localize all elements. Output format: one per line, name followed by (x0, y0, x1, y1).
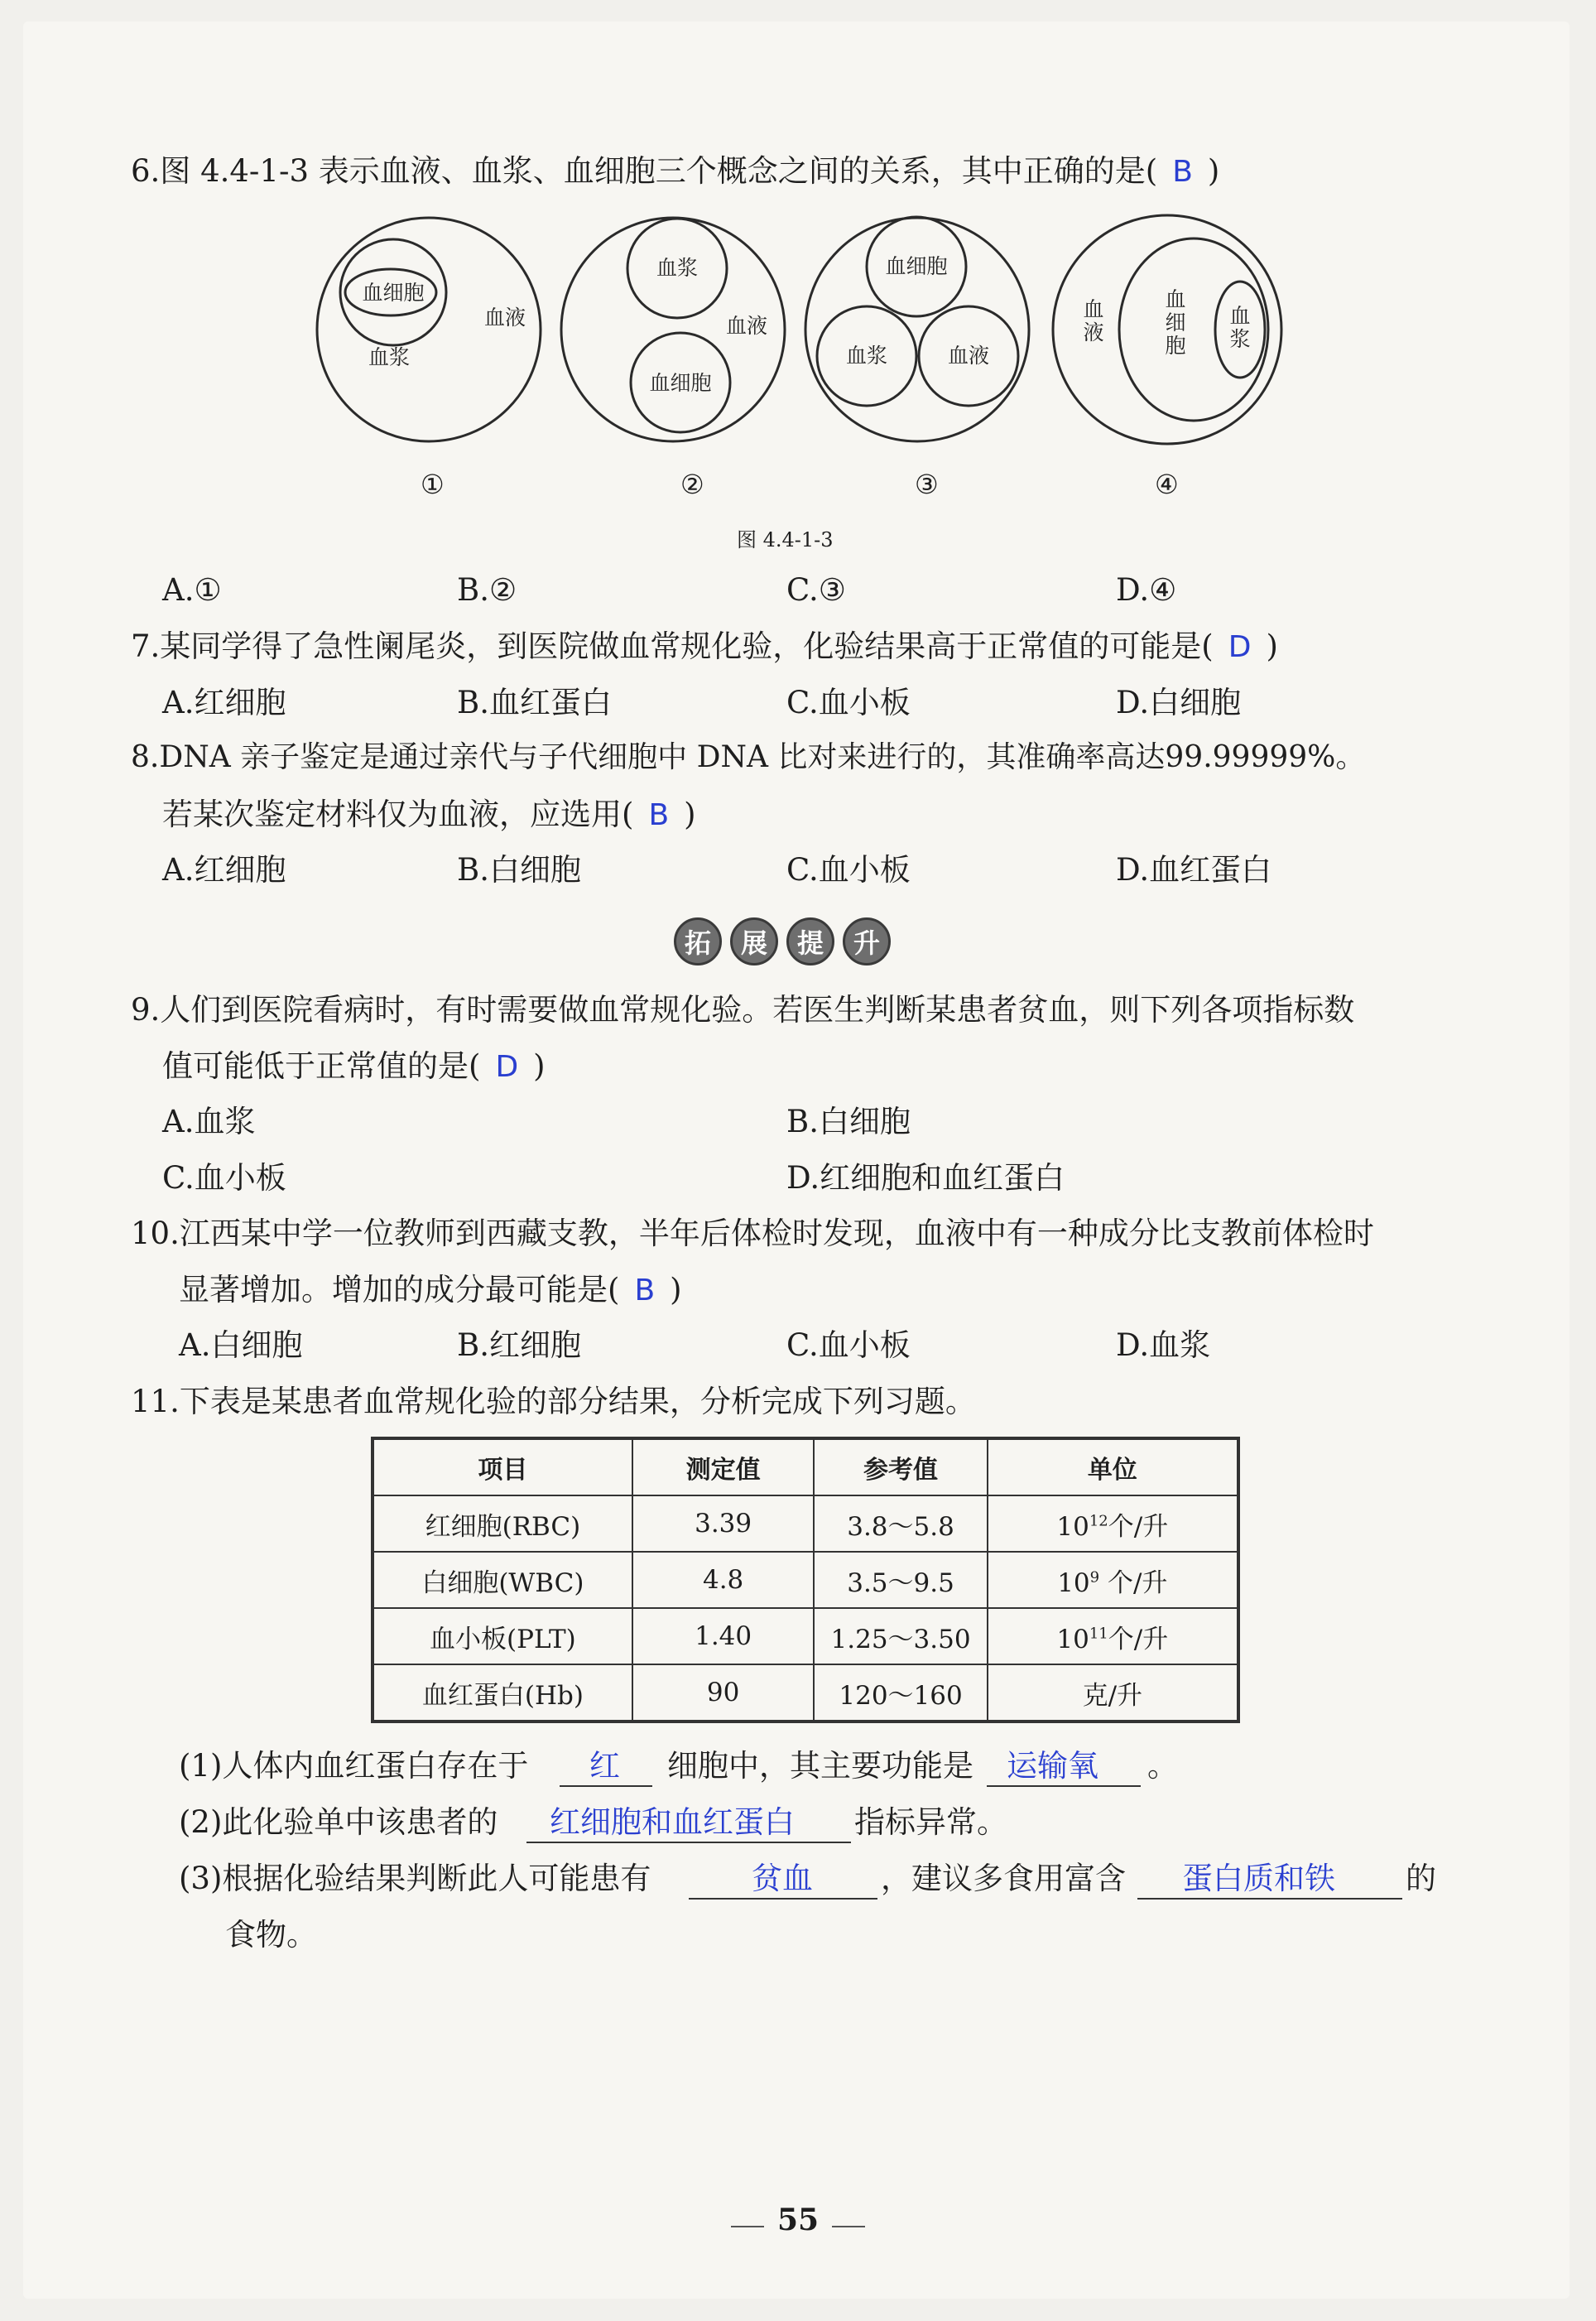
row-item: 红细胞(RBC) (373, 1495, 632, 1552)
unit-base: 10 (1057, 1567, 1090, 1598)
q11-sub1-post: 。 (1147, 1748, 1178, 1784)
q7-option-d: D.白细胞 (1116, 685, 1242, 720)
d3-outer-circle (805, 218, 1029, 441)
q8-answer: B (648, 798, 670, 832)
d1-inner1-label: 血细胞 (362, 281, 425, 305)
q11-sub3-mid: ，建议多食用富含 (881, 1861, 1126, 1896)
q7-option-b: B.血红蛋白 (457, 685, 612, 720)
row-ref: 120～160 (814, 1664, 987, 1721)
q8-option-b: B.白细胞 (457, 852, 581, 888)
q7-option-c: C.血小板 (786, 685, 911, 720)
unit-base: 10 (1056, 1624, 1089, 1654)
q6-close: ) (1207, 153, 1220, 189)
q6-option-b: B.② (457, 572, 517, 608)
q9-answer: D (495, 1050, 519, 1084)
unit-exp: 11 (1089, 1625, 1108, 1643)
q7-stem (131, 628, 1278, 664)
q8-option-c: C.血小板 (786, 852, 911, 888)
table-header-value: 测定值 (632, 1438, 815, 1495)
q11-sub3-line2: 食物。 (225, 1917, 317, 1953)
unit-base: 10 (1056, 1511, 1089, 1542)
q9-option-a: A.血浆 (162, 1104, 256, 1139)
q10-option-d: D.血浆 (1116, 1327, 1211, 1363)
unit-exp: 9 (1089, 1568, 1100, 1587)
unit-rest: 个/升 (1108, 1511, 1169, 1542)
q7-answer: D (1228, 630, 1252, 664)
d2-number: ② (680, 469, 704, 500)
d4-number: ④ (1155, 469, 1179, 500)
q10-answer: B (634, 1274, 656, 1307)
table-row (373, 1664, 1238, 1721)
q11-sub3-blank2-line (1137, 1898, 1402, 1900)
q9-close: ) (533, 1048, 546, 1084)
d2-outer-label: 血液 (725, 314, 768, 338)
d4-inner-label-2: 浆 (1229, 327, 1251, 351)
table-header-item: 项目 (373, 1438, 632, 1495)
q6-answer: B (1172, 155, 1193, 189)
q10-option-c: C.血小板 (786, 1327, 911, 1363)
q11-sub1-blank2-answer: 运输氧 (1007, 1748, 1098, 1784)
q11-sub3-blank1-line (689, 1898, 877, 1900)
q8-stem-line2-text: 若某次鉴定材料仅为血液，应选用( (162, 797, 634, 832)
d4-outer-label-2: 液 (1083, 320, 1104, 344)
q7-stem-text: 7.某同学得了急性阑尾炎，到医院做血常规化验，化验结果高于正常值的可能是( (131, 628, 1214, 664)
row-value: 90 (632, 1664, 815, 1721)
d2-inner2-label: 血细胞 (649, 371, 712, 395)
q8-close: ) (684, 797, 696, 832)
q9-stem-line2-text: 值可能低于正常值的是( (162, 1048, 481, 1084)
section-banner (674, 917, 891, 965)
row-unit (988, 1608, 1238, 1664)
unit-exp: 12 (1089, 1512, 1108, 1530)
q8-stem-line2 (162, 799, 696, 831)
row-value: 3.39 (632, 1495, 815, 1552)
d1-outer-label: 血液 (483, 306, 526, 330)
figure-caption: 图 4.4-1-3 (737, 528, 834, 551)
d2-inner1-label: 血浆 (656, 256, 699, 280)
q8-stem-line1: 8.DNA 亲子鉴定是通过亲代与子代细胞中 DNA 比对来进行的，其准确率高达99.99999%。 (131, 740, 1366, 774)
row-unit (988, 1495, 1238, 1552)
q11-sub2-pre: (2)此化验单中该患者的 (179, 1804, 498, 1840)
q8-option-d: D.血红蛋白 (1116, 852, 1272, 888)
table-row (373, 1608, 1238, 1664)
d4-inner-label-1: 血 (1229, 304, 1251, 328)
unit-rest: 个/升 (1099, 1567, 1168, 1598)
row-item: 血小板(PLT) (373, 1608, 632, 1664)
q11-sub2-blank1-answer: 红细胞和血红蛋白 (550, 1804, 795, 1840)
q6-option-d: D.④ (1116, 572, 1177, 608)
q11-sub2-post: 指标异常。 (854, 1804, 1007, 1840)
q6-stem (131, 153, 1220, 189)
q7-close: ) (1266, 628, 1278, 664)
footer-dash-left (731, 2226, 764, 2227)
page-number: 55 (776, 2203, 820, 2237)
q9-option-b: B.白细胞 (786, 1104, 911, 1139)
d4-middle-label-1: 血 (1165, 287, 1186, 311)
table-row (373, 1495, 1238, 1552)
table-header-ref: 参考值 (814, 1438, 987, 1495)
q11-sub3-blank2-answer: 蛋白质和铁 (1182, 1861, 1335, 1896)
d3-inner1-label: 血细胞 (885, 254, 948, 278)
row-item: 白细胞(WBC) (373, 1552, 632, 1608)
banner-char-3: 提 (786, 917, 834, 965)
d3-inner3-label: 血液 (947, 344, 990, 368)
q10-stem-line2 (179, 1274, 682, 1306)
page-footer (0, 2203, 1596, 2237)
q7-option-a: A.红细胞 (162, 685, 286, 720)
banner-char-4: 升 (843, 917, 891, 965)
unit-rest: 个/升 (1108, 1624, 1169, 1654)
d4-middle-label-2: 细 (1165, 311, 1186, 335)
q11-sub3-pre: (3)根据化验结果判断此人可能患有 (179, 1861, 651, 1896)
footer-dash-right (832, 2226, 865, 2227)
row-ref: 3.8～5.8 (814, 1495, 987, 1552)
d1-inner2-label: 血浆 (368, 345, 411, 369)
row-unit (988, 1552, 1238, 1608)
table-row (373, 1552, 1238, 1608)
q11-sub1-mid: 细胞中，其主要功能是 (667, 1748, 973, 1784)
unit-rest: 克/升 (1082, 1680, 1143, 1711)
q10-stem-line1: 10.江西某中学一位教师到西藏支教，半年后体检时发现，血液中有一种成分比支教前体检时 (131, 1216, 1374, 1251)
q6-option-a: A.① (162, 572, 222, 608)
q6-stem-text: 6.图 4.4-1-3 表示血液、血浆、血细胞三个概念之间的关系，其中正确的是( (131, 153, 1158, 189)
q9-option-c: C.血小板 (162, 1160, 286, 1196)
q9-option-d: D.红细胞和血红蛋白 (786, 1160, 1065, 1196)
q8-option-a: A.红细胞 (162, 852, 286, 888)
d3-inner2-label: 血浆 (845, 344, 888, 368)
q11-sub1-blank1-line (560, 1785, 652, 1787)
blood-test-table (371, 1437, 1240, 1723)
row-ref: 1.25～3.50 (814, 1608, 987, 1664)
q11-sub3-blank1-answer: 贫血 (752, 1861, 813, 1896)
q9-stem-line1: 9.人们到医院看病时，有时需要做血常规化验。若医生判断某患者贫血，则下列各项指标数 (131, 992, 1355, 1028)
banner-char-1: 拓 (674, 917, 722, 965)
row-unit (988, 1664, 1238, 1721)
row-value: 1.40 (632, 1608, 815, 1664)
q10-option-b: B.红细胞 (457, 1327, 581, 1363)
table-header-unit: 单位 (988, 1438, 1238, 1495)
q11-sub1-pre: (1)人体内血红蛋白存在于 (179, 1748, 529, 1784)
q9-stem-line2 (162, 1048, 546, 1084)
q11-stem: 11.下表是某患者血常规化验的部分结果，分析完成下列习题。 (131, 1384, 976, 1419)
d1-number: ① (421, 469, 445, 500)
q10-close: ) (670, 1272, 682, 1307)
q11-sub1-blank2-line (987, 1785, 1141, 1787)
row-value: 4.8 (632, 1552, 815, 1608)
d3-number: ③ (915, 469, 939, 500)
d4-middle-label-3: 胞 (1165, 334, 1186, 358)
q6-diagrams (315, 214, 1291, 462)
q10-option-a: A.白细胞 (179, 1327, 303, 1363)
table-header-row (373, 1438, 1238, 1495)
q6-option-c: C.③ (786, 572, 846, 608)
d4-outer-label-1: 血 (1083, 297, 1104, 321)
row-item: 血红蛋白(Hb) (373, 1664, 632, 1721)
q11-sub3-post: 的 (1406, 1861, 1436, 1896)
d1-outer-circle (317, 218, 541, 441)
q11-sub1-blank1-answer: 红 (589, 1748, 620, 1784)
row-ref: 3.5～9.5 (814, 1552, 987, 1608)
banner-char-2: 展 (730, 917, 778, 965)
q11-sub2-blank1-line (526, 1842, 851, 1843)
q10-stem-line2-text: 显著增加。增加的成分最可能是( (179, 1272, 620, 1307)
